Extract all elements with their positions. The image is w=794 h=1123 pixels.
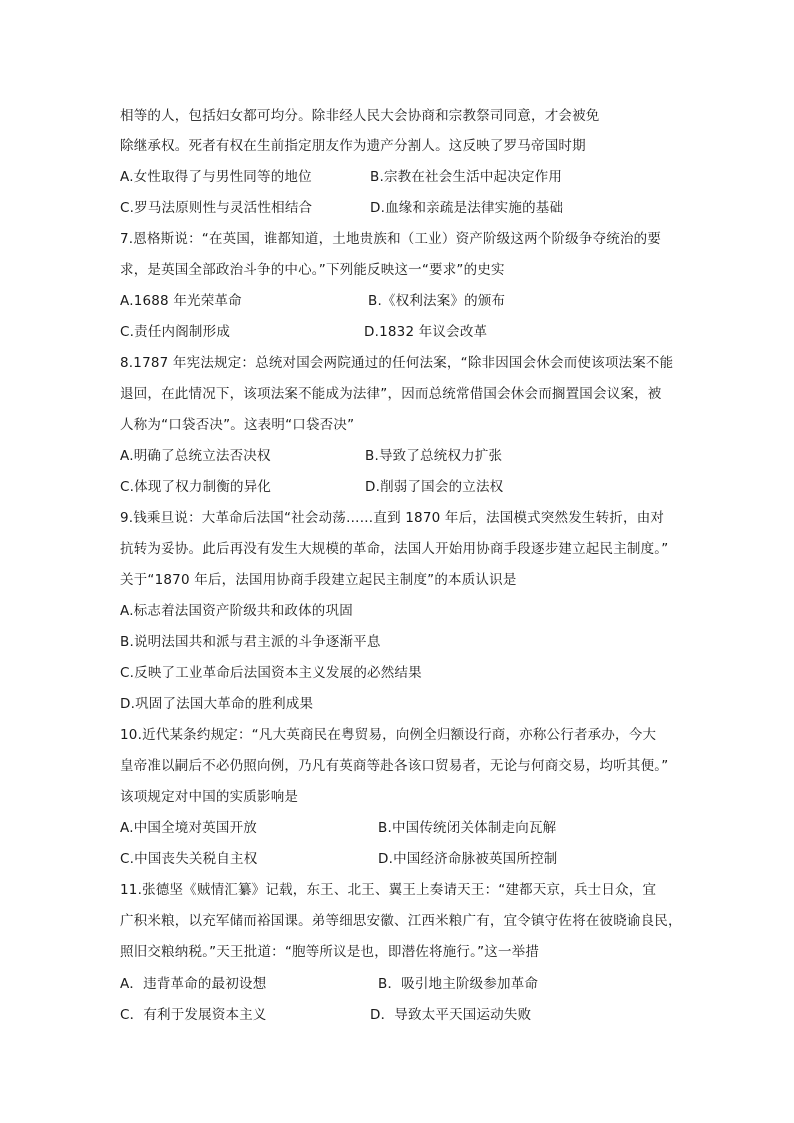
q11-stem-line-3: 照旧交粮纳税。”天王批道：“胞等所议是也，即潜佐将施行。”这一举措 [120,944,540,960]
q11-stem-line-2: 广积米粮，以充军储而裕国课。弟等细思安徽、江西米粮广有，宜令镇守佐将在彼晓谕良民， [120,913,682,929]
q9-option-a: A.标志着法国资产阶级共和政体的巩固 [120,603,353,619]
q6-option-d: D.血缘和亲疏是法律实施的基础 [370,200,564,216]
q11-option-d: D．导致太平天国运动失败 [370,1007,532,1023]
q8-stem-line-1: 8.1787 年宪法规定：总统对国会两院通过的任何法案，“除非因国会休会而使该项法案不能 [120,355,674,371]
q9-stem-line-3: 关于“1870 年后，法国用协商手段建立起民主制度”的本质认识是 [120,572,517,588]
q10-option-b: B.中国传统闭关体制走向瓦解 [378,820,557,836]
q10-stem-line-3: 该项规定对中国的实质影响是 [120,789,299,805]
q7-option-b: B.《权利法案》的颁布 [368,293,506,309]
q9-stem-line-1: 9.钱乘旦说：大革命后法国“社会动荡……直到 1870 年后，法国模式突然发生转折，由对 [120,510,665,526]
q8-stem-line-3: 人称为“口袋否决”。这表明“口袋否决” [120,417,355,433]
q11-option-a: A．违背革命的最初设想 [120,976,267,992]
q6-option-c: C.罗马法原则性与灵活性相结合 [120,200,313,216]
q10-option-a: A.中国全境对英国开放 [120,820,257,836]
q9-stem-line-2: 抗转为妥协。此后再没有发生大规模的革命，法国人开始用协商手段逐步建立起民主制度。” [120,541,669,557]
q10-stem-line-2: 皇帝准以嗣后不必仍照向例，乃凡有英商等赴各该口贸易者，无论与何商交易，均听其便。” [120,758,669,774]
q8-option-a: A.明确了总统立法否决权 [120,448,271,464]
q9-option-b: B.说明法国共和派与君主派的斗争逐渐平息 [120,634,381,650]
q10-option-d: D.中国经济命脉被英国所控制 [378,851,558,867]
q10-option-c: C.中国丧失关税自主权 [120,851,258,867]
q10-stem-line-1: 10.近代某条约规定：“凡大英商民在粤贸易，向例全归额设行商，亦称公行者承办，今大 [120,727,657,743]
q6-option-b: B.宗教在社会生活中起决定作用 [370,169,563,185]
q7-stem-line-2: 求，是英国全部政治斗争的中心。”下列能反映这一“要求”的史实 [120,262,505,278]
q7-stem-line-1: 7.恩格斯说：“在英国，谁都知道，土地贵族和（工业）资产阶级这两个阶级争夺统治的要 [120,231,662,247]
q9-option-d: D.巩固了法国大革命的胜利成果 [120,696,314,712]
q8-stem-line-2: 退回，在此情况下，该项法案不能成为法律”，因而总统常借国会休会而搁置国会议案，被 [120,386,662,402]
q8-option-c: C.体现了权力制衡的异化 [120,479,272,495]
q11-option-b: B．吸引地主阶级参加革命 [378,976,539,992]
q7-option-d: D.1832 年议会改革 [364,324,488,340]
q6-option-a: A.女性取得了与男性同等的地位 [120,169,312,185]
q6-stem-line-1: 相等的人，包括妇女都可均分。除非经人民大会协商和宗教祭司同意，才会被免 [120,108,600,124]
q8-option-b: B.导致了总统权力扩张 [365,448,503,464]
q9-option-c: C.反映了工业革命后法国资本主义发展的必然结果 [120,665,422,681]
q8-option-d: D.削弱了国会的立法权 [365,479,504,495]
q11-option-c: C．有利于发展资本主义 [120,1007,267,1023]
q6-stem-line-2: 除继承权。死者有权在生前指定朋友作为遗产分割人。这反映了罗马帝国时期 [120,138,586,154]
q7-option-c: C.责任内阁制形成 [120,324,231,340]
q11-stem-line-1: 11.张德坚《贼情汇纂》记载，东王、北王、翼王上奏请天王：“建都天京，兵士日众，宜 [120,882,657,898]
q7-option-a: A.1688 年光荣革命 [120,293,242,309]
